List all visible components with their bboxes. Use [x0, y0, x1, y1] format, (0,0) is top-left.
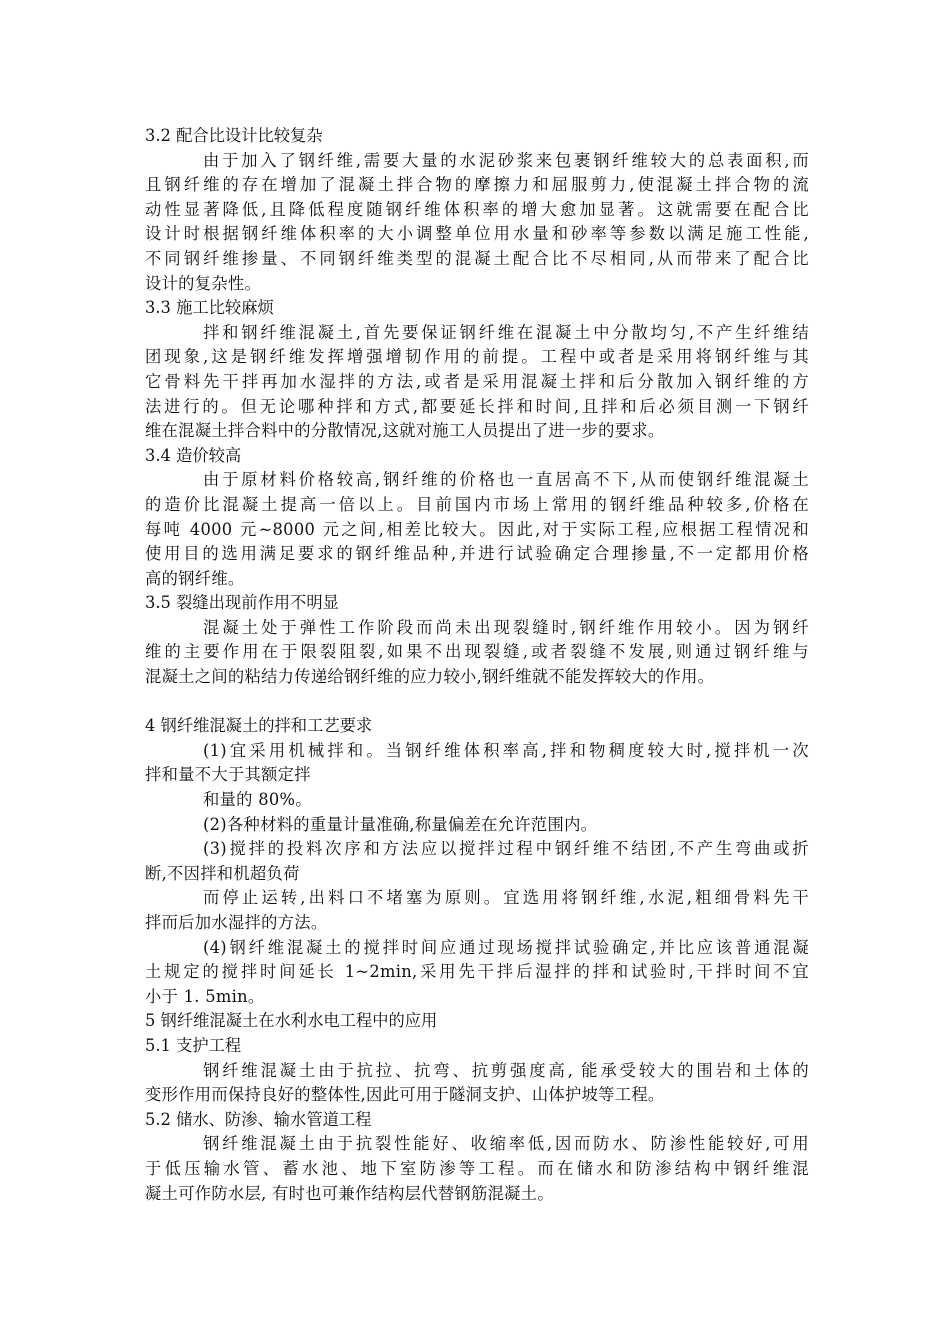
paragraph-line: 维的主要作用在于限裂阻裂,如果不出现裂缝,或者裂缝不发展,则通过钢纤维与: [145, 642, 809, 662]
paragraph-last-line: 维在混凝土拌合料中的分散情况,这就对施工人员提出了进一步的要求。: [145, 421, 665, 441]
paragraph-last-line: 凝土可作防水层, 有时也可兼作结构层代替钢筋混凝土。: [145, 1183, 554, 1203]
paragraph-first-line: 由于加入了钢纤维,需要大量的水泥砂浆来包裹钢纤维较大的总表面积,而: [203, 150, 809, 170]
paragraph-first-line: 钢纤维混凝土由于抗拉、抗弯、抗剪强度高, 能承受较大的围岩和土体的: [203, 1060, 809, 1080]
paragraph-indented-line: 和量的 80%。: [203, 790, 312, 810]
paragraph-first-line: (1)宜采用机械拌和。当钢纤维体积率高,拌和物稠度较大时,搅拌机一次: [203, 740, 809, 760]
paragraph-first-line: (3)搅拌的投料次序和方法应以搅拌过程中钢纤维不结团,不产生弯曲或折: [203, 839, 809, 859]
paragraph-last-line: 设计的复杂性。: [145, 273, 262, 293]
paragraph-first-line: 钢纤维混凝土由于抗裂性能好、收缩率低,因而防水、防渗性能较好,可用: [203, 1134, 809, 1154]
paragraph-first-line: 由于原材料价格较高,钢纤维的价格也一直居高不下,从而使钢纤维混凝土: [203, 470, 809, 490]
section-heading: 4 钢纤维混凝土的拌和工艺要求: [145, 716, 373, 736]
paragraph-last-line: 小于 1. 5min。: [145, 986, 265, 1006]
paragraph-line: 设计时根据钢纤维体积率的大小调整单位用水量和砂率等参数以满足施工性能,: [145, 224, 809, 244]
section-heading: 5.1 支护工程: [145, 1035, 242, 1055]
paragraph-last-line: 变形作用而保持良好的整体性,因此可用于隧洞支护、山体护坡等工程。: [145, 1085, 665, 1105]
section-heading: 3.3 施工比较麻烦: [145, 298, 274, 318]
paragraph-line: 每吨 4000 元~8000 元之间,相差比较大。因此,对于实际工程,应根据工程情况和: [145, 519, 809, 539]
paragraph-first-line: 混凝土处于弹性工作阶段而尚未出现裂缝时,钢纤维作用较小。因为钢纤: [203, 617, 809, 637]
paragraph-line: 法进行的。但无论哪种拌和方式,都要延长拌和时间,且拌和后必须目测一下钢纤: [145, 396, 809, 416]
paragraph-line: 且钢纤维的存在增加了混凝土拌合物的摩擦力和屈服剪力,使混凝土拌合物的流: [145, 175, 809, 195]
section-heading: 3.4 造价较高: [145, 445, 242, 465]
paragraph-line: 于低压输水管、蓄水池、地下室防渗等工程。而在储水和防渗结构中钢纤维混: [145, 1158, 809, 1178]
paragraph-line: 土规定的搅拌时间延长 1~2min,采用先干拌后湿拌的拌和试验时,干拌时间不宜: [145, 962, 809, 982]
paragraph-indented-line: (2)各种材料的重量计量准确,称量偏差在允许范围内。: [203, 814, 598, 834]
section-heading: 5.2 储水、防渗、输水管道工程: [145, 1109, 372, 1129]
paragraph-last-line: 断,不因拌和机超负荷: [145, 863, 300, 883]
paragraph-line: 使用目的选用满足要求的钢纤维品种,并进行试验确定合理掺量,不一定都用价格: [145, 544, 809, 564]
section-heading: 5 钢纤维混凝土在水利水电工程中的应用: [145, 1011, 438, 1031]
section-heading: 3.2 配合比设计比较复杂: [145, 126, 323, 145]
paragraph-last-line: 拌和量不大于其额定拌: [145, 765, 311, 785]
paragraph-last-line: 混凝土之间的粘结力传递给钢纤维的应力较小,钢纤维就不能发挥较大的作用。: [145, 667, 715, 687]
paragraph-line: 它骨料先干拌再加水湿拌的方法,或者是采用混凝土拌和后分散加入钢纤维的方: [145, 371, 809, 391]
paragraph-line: 的造价比混凝土提高一倍以上。目前国内市场上常用的钢纤维品种较多,价格在: [145, 494, 809, 514]
paragraph-last-line: 高的钢纤维。: [145, 568, 245, 588]
paragraph-line: 不同钢纤维掺量、不同钢纤维类型的混凝土配合比不尽相同,从而带来了配合比: [145, 248, 809, 268]
paragraph-last-line: 拌而后加水湿拌的方法。: [145, 913, 328, 932]
paragraph-line: 动性显著降低,且降低程度随钢纤维体积率的增大愈加显著。这就需要在配合比: [145, 199, 809, 219]
paragraph-first-line: (4)钢纤维混凝土的搅拌时间应通过现场搅拌试验确定,并比应该普通混凝: [203, 937, 809, 957]
section-heading: 3.5 裂缝出现前作用不明显: [145, 593, 339, 613]
blank-line: [145, 690, 809, 715]
paragraph-line: 团现象,这是钢纤维发挥增强增韧作用的前提。工程中或者是采用将钢纤维与其: [145, 347, 809, 367]
paragraph-first-line: 而停止运转,出料口不堵塞为原则。宜选用将钢纤维,水泥,粗细骨料先干: [203, 888, 809, 908]
paragraph-first-line: 拌和钢纤维混凝土,首先要保证钢纤维在混凝土中分散均匀,不产生纤维结: [203, 322, 809, 342]
document-page: [145, 124, 809, 1206]
